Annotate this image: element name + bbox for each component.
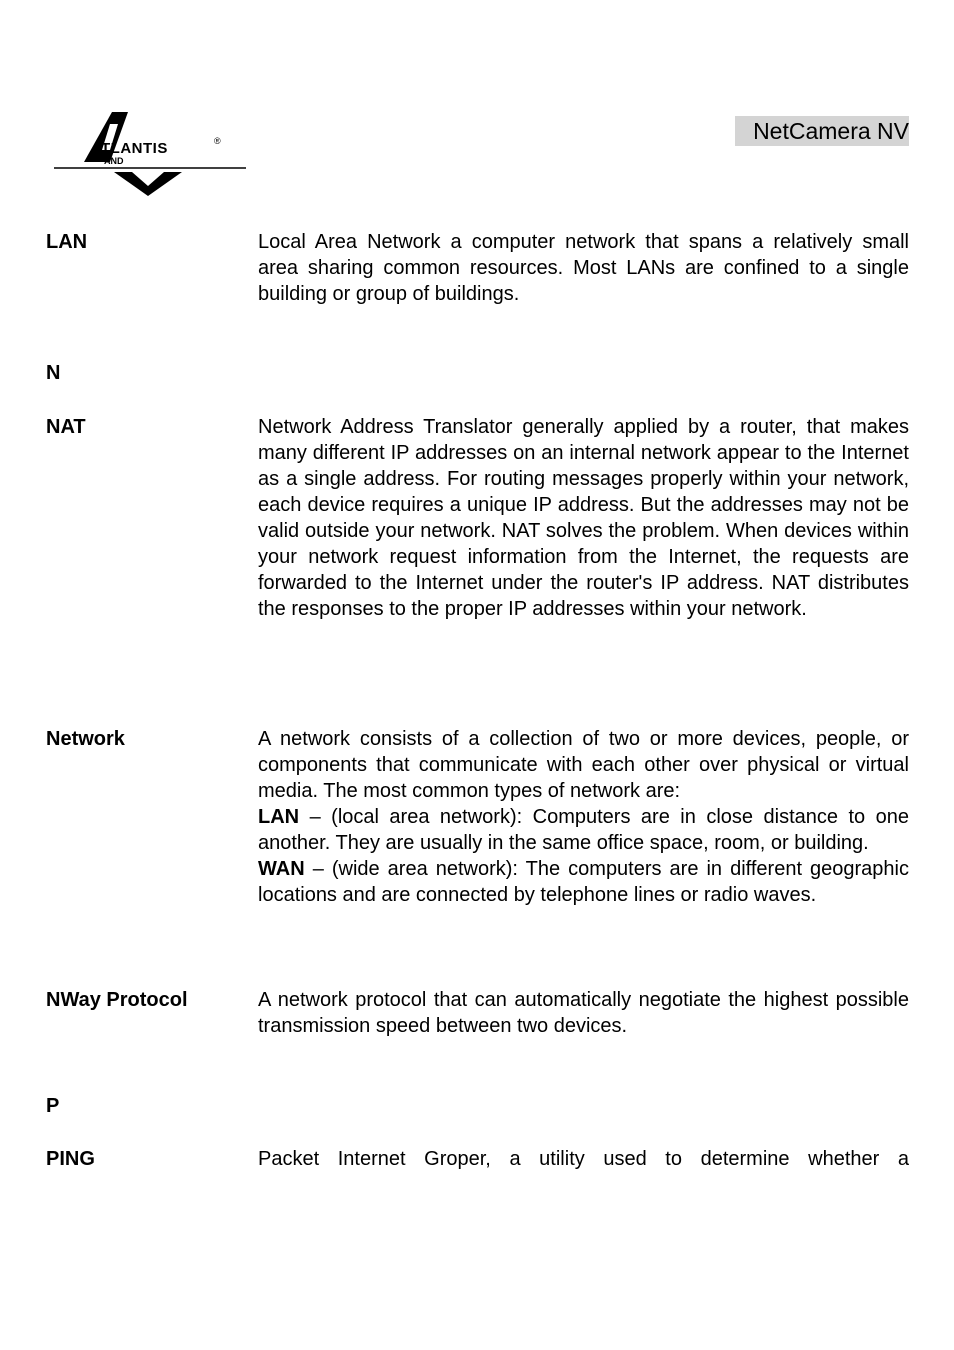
registered-mark: ®: [214, 136, 221, 146]
network-type-label: WAN: [258, 858, 305, 880]
definition-nway-protocol: [258, 987, 909, 1039]
definition-network: [258, 726, 909, 908]
definition-nat: [258, 414, 909, 622]
network-type-label: LAN: [258, 806, 300, 828]
term-network: Network: [46, 728, 125, 750]
network-type-text: – (wide area network): The computers are in different geographic locations and are connected by telephone lines or radio waves.: [258, 858, 909, 906]
logo-wordmark: TLANTIS: [101, 140, 168, 157]
definition-lan: [258, 229, 909, 307]
definition-ping: [258, 1146, 909, 1172]
term-lan: LAN: [46, 231, 88, 253]
product-name: NetCamera NV: [735, 116, 909, 146]
network-type-lan: [258, 804, 909, 856]
definition-text: Local Area Network a computer network that spans a relatively small area sharing common resources. Most LANs are confined to a single building or group of buildings.: [258, 231, 909, 305]
term-nat: NAT: [46, 416, 86, 438]
logo-subtext: AND: [104, 156, 124, 166]
definition-text: Packet Internet Groper, a utility used to determine whether a: [258, 1148, 909, 1170]
definition-text: A network consists of a collection of two or more devices, people, or components that communicate with each other over physical or virtual media. The most common types of network are:: [258, 728, 909, 802]
network-type-text: – (local area network): Computers are in close distance to one another. They are usually in the same office space, room, or building.: [258, 806, 909, 854]
network-type-wan: [258, 856, 909, 908]
term-nway-protocol: NWay Protocol: [46, 989, 188, 1011]
term-ping: PING: [46, 1148, 95, 1170]
definition-text: Network Address Translator generally applied by a router, that makes many different IP addresses on an internal network appear to the Internet as a single address. For routing messages properly within your network, each device requires a unique IP address. But the addresses may not be valid outside your network. NAT solves the problem. When devices within your network request information from the Internet, the requests are forwarded to the Internet under the router's IP address. NAT distributes the responses to the proper IP addresses within your network.: [258, 416, 909, 620]
section-letter-p: P: [46, 1095, 60, 1117]
section-letter-n: N: [46, 362, 61, 384]
definition-text: A network protocol that can automatically negotiate the highest possible transmission speed between two devices.: [258, 989, 909, 1037]
